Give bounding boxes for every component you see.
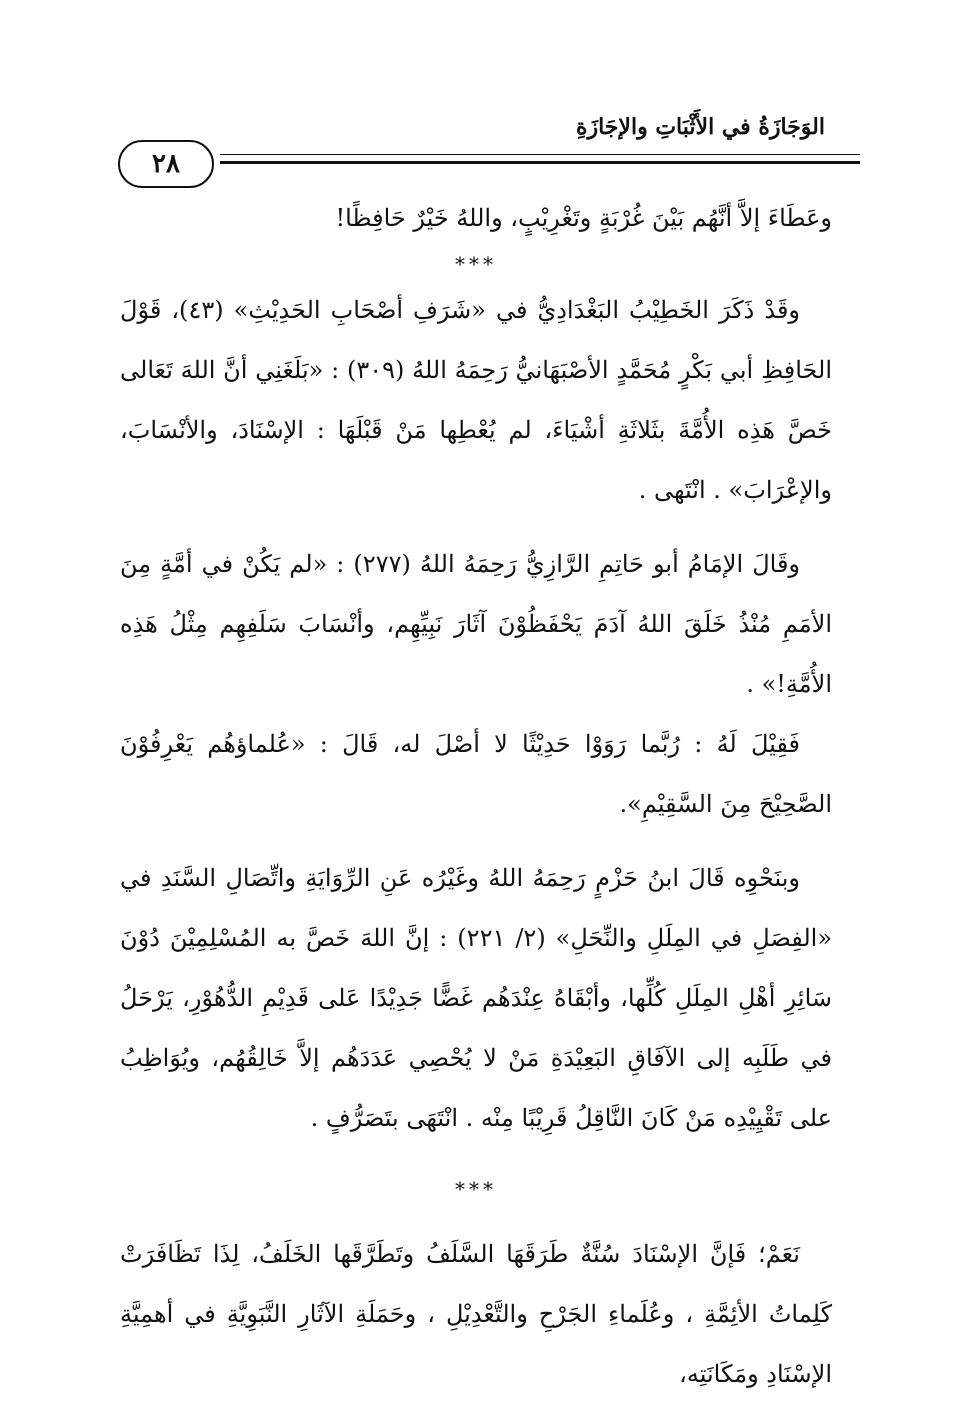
paragraph-ibn-hazm: وبنَحْوِه قَالَ ابنُ حَزْمٍ رَحِمَهُ اللهُ وغَيْرُه عَنِ الرِّوَايَةِ واتِّصَالِ السَّنَدِ في «الفِصَلِ في المِلَلِ والنِّحَلِ» (٢/ ٢٢١) : إنَّ اللهَ خَصَّ به المُسْلِمِيْنَ دُوْنَ سَائِرِ أهْلِ المِلَلِ كُلِّها، وأبْقَاهُ عِنْدَهُم غَضًّا جَدِيْدًا عَلى قَدِيْمِ الدُّهُوْرِ، يَرْحَلُ في طَلَبِه إلى الآفَاقِ البَعِيْدَةِ مَنْ لا يُحْصِي عَدَدَهُم إلاَّ خَالِقُهُم، ويُوَاظِبُ على تَقْيِيْدِه مَنْ كَانَ النَّاقِلُ قَرِيْبًا مِنْه . انْتَهَى بتَصَرُّفٍ .	[120, 864, 832, 1132]
paragraph-isnad: نَعَمْ؛ فَإنَّ الإسْنَادَ سُنَّةٌ طَرَقَهَا السَّلَفُ وتَطَرَّقَها الخَلَفُ، لِذَا تَظَافَرَتْ كَلِماتُ الأئِمَّةِ ، وعُلَماءِ الجَرْحِ والتَّعْدِيْلِ ، وحَمَلَةِ الآثَارِ النَّبَوِيَّةِ في أهمِيَّةِ الإسْنَادِ ومَكَانَتِه،	[120, 1240, 832, 1388]
running-title: الوَجَازَةُ في الأَثْبَاتِ والإجَازَةِ	[575, 114, 825, 140]
section-separator: ***	[455, 252, 497, 276]
header-rule	[220, 154, 860, 164]
page-number: ٢٨	[118, 140, 214, 188]
section-separator-2: ***	[455, 1177, 497, 1201]
paragraph-abu-hatim: وقَالَ الإمَامُ أبو حَاتِمِ الرَّازِيُّ رَحِمَهُ اللهُ (٢٧٧) : «لم يَكُنْ في أمَّةٍ مِنَ الأمَمِ مُنْذُ خَلَقَ اللهُ آدَمَ يَحْفَظُوْنَ آثَارَ نَبِيِّهِم، وأنْسَابَ سَلَفِهِم مِثْلُ هَذِه الأُمَّةِ!» .	[120, 550, 832, 698]
page-header	[100, 110, 860, 190]
paragraph-khatib: وقَدْ ذَكَرَ الخَطِيْبُ البَغْدَادِيُّ في «شَرَفِ أصْحَابِ الحَدِيْثِ» (٤٣)، قَوْلَ الحَافِظِ أبي بَكْرٍ مُحَمَّدٍ الأصْبَهَانيُّ رَحِمَهُ اللهُ (٣٠٩) : «بَلَغَنِي أنَّ اللهَ تَعَالى خَصَّ هَذِه الأُمَّةَ بثَلاثَةِ أشْيَاءَ، لم يُعْطِها مَنْ قَبْلَهَا : الإسْنَادَ، والأنْسَابَ، والإعْرَابَ» . انْتَهى .	[120, 296, 832, 504]
paragraph-reply: فَقِيْلَ لَهُ : رُبَّما رَوَوْا حَدِيْثًا لا أصْلَ له، قَالَ : «عُلماؤهُم يَعْرِفُوْنَ الصَّحِيْحَ مِنَ السَّقِيْمِ».	[120, 730, 832, 818]
body-text	[120, 188, 832, 1404]
continued-line: وعَطَاءَ إلاَّ أنَّهُم بَيْنَ غُرْبَةٍ وتَغْرِيْبٍ، واللهُ خَيْرٌ حَافِظًا!	[335, 204, 832, 232]
